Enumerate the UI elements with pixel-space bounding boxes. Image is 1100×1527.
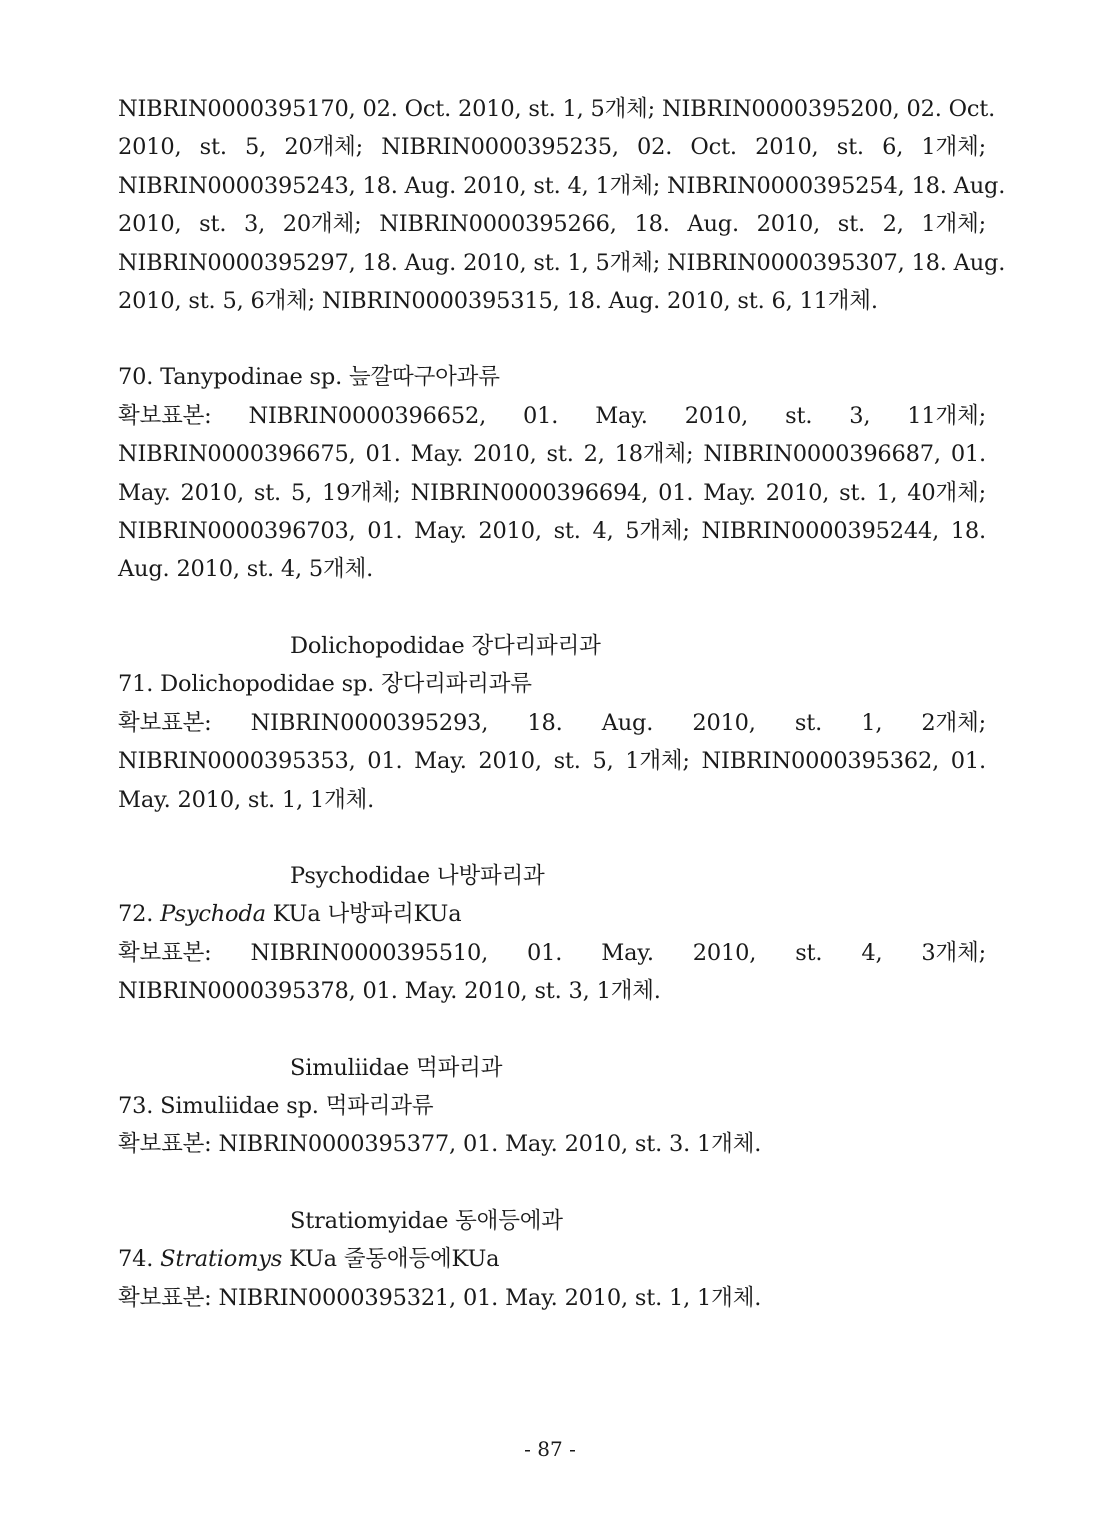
text-line: NIBRIN0000395170, 02. Oct. 2010, st. 1, 5개체; NIBRIN0000395200, 02. Oct.	[118, 96, 996, 122]
entry-71	[118, 627, 986, 819]
page-number: - 87 -	[524, 1437, 576, 1461]
continuation-block	[118, 90, 1006, 320]
text-line: NIBRIN0000395378, 01. May. 2010, st. 3, 1개체.	[118, 978, 661, 1005]
family-heading: Stratiomyidae 동애등에과	[290, 1207, 563, 1234]
genus-name: Stratiomys	[160, 1246, 283, 1273]
text-line: NIBRIN0000395353, 01. May. 2010, st. 5, 1개체; NIBRIN0000395362, 01.	[118, 748, 986, 775]
title-number: 72.	[118, 901, 161, 928]
entry-70	[118, 358, 986, 588]
text-line: 확보표본: NIBRIN0000395321, 01. May. 2010, st. 1, 1개체.	[118, 1284, 762, 1311]
text-line: NIBRIN0000396703, 01. May. 2010, st. 4, 5개체; NIBRIN0000395244, 18.	[118, 518, 986, 545]
family-heading: Psychodidae 나방파리과	[290, 862, 545, 889]
title-rest: KUa 나방파리KUa	[265, 901, 462, 928]
species-title: 71. Dolichopodidae sp. 장다리파리과류	[118, 671, 532, 698]
title-number: 74.	[118, 1246, 161, 1273]
text-line: NIBRIN0000396675, 01. May. 2010, st. 2, 18개체; NIBRIN0000396687, 01.	[118, 441, 986, 468]
species-title	[118, 895, 986, 933]
family-heading: Dolichopodidae 장다리파리과	[290, 632, 601, 659]
species-title: 70. Tanypodinae sp. 늪깔따구아과류	[118, 364, 500, 391]
text-line: May. 2010, st. 1, 1개체.	[118, 786, 375, 813]
genus-name: Psychoda	[160, 901, 266, 928]
text-line: NIBRIN0000395297, 18. Aug. 2010, st. 1, 5개체; NIBRIN0000395307, 18. Aug.	[118, 249, 1006, 276]
text-line: 확보표본: NIBRIN0000395377, 01. May. 2010, st. 3. 1개체.	[118, 1131, 762, 1158]
text-line: 2010, st. 5, 20개체; NIBRIN0000395235, 02. Oct. 2010, st. 6, 1개체;	[118, 134, 986, 161]
title-rest: KUa 줄동애등에KUa	[282, 1246, 500, 1273]
species-title: 73. Simuliidae sp. 먹파리과류	[118, 1092, 434, 1119]
text-line: May. 2010, st. 5, 19개체; NIBRIN0000396694, 01. May. 2010, st. 1, 40개체;	[118, 479, 986, 506]
text-line: 2010, st. 3, 20개체; NIBRIN0000395266, 18. Aug. 2010, st. 2, 1개체;	[118, 211, 986, 238]
text-line: 확보표본: NIBRIN0000396652, 01. May. 2010, st. 3, 11개체;	[118, 402, 986, 429]
entry-73	[118, 1049, 986, 1164]
text-line: 2010, st. 5, 6개체; NIBRIN0000395315, 18. Aug. 2010, st. 6, 11개체.	[118, 288, 878, 315]
text-line: Aug. 2010, st. 4, 5개체.	[118, 556, 374, 583]
page-body	[118, 90, 1006, 1317]
species-title	[118, 1240, 986, 1278]
family-heading: Simuliidae 먹파리과	[290, 1054, 503, 1081]
entry-72	[118, 857, 986, 1011]
text-line: NIBRIN0000395243, 18. Aug. 2010, st. 4, 1개체; NIBRIN0000395254, 18. Aug.	[118, 172, 1006, 199]
text-line: 확보표본: NIBRIN0000395510, 01. May. 2010, st. 4, 3개체;	[118, 939, 986, 966]
entry-74	[118, 1202, 986, 1317]
text-line: 확보표본: NIBRIN0000395293, 18. Aug. 2010, st. 1, 2개체;	[118, 709, 986, 736]
